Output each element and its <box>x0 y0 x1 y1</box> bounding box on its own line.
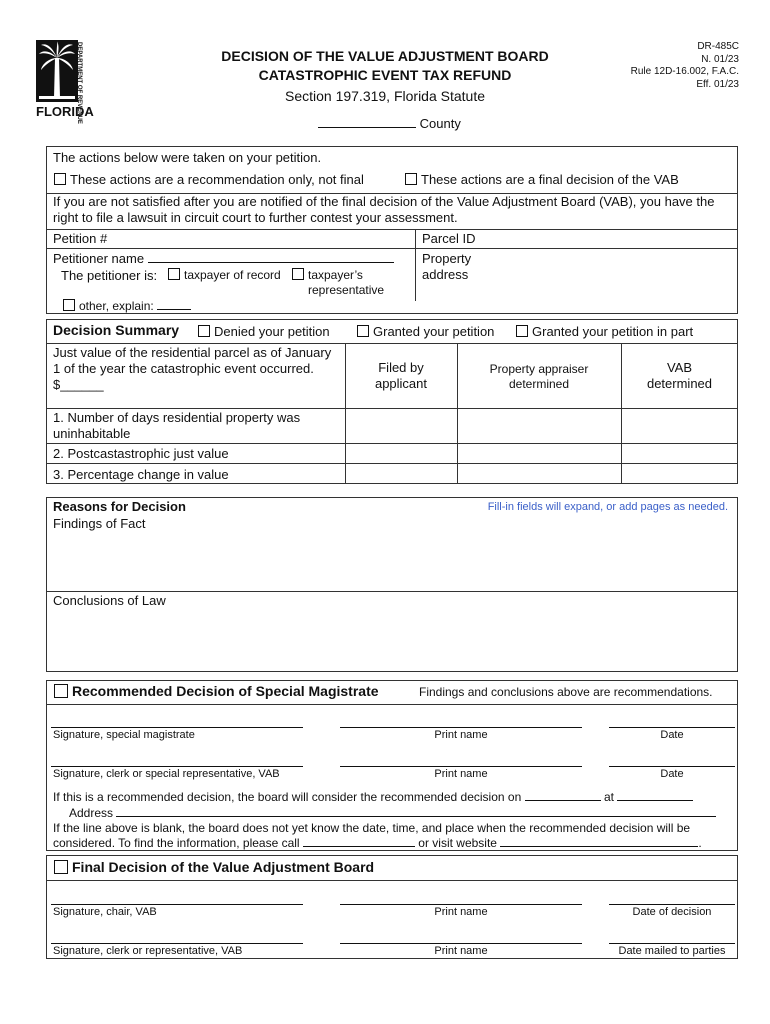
final-clerk-date-line[interactable] <box>609 943 735 944</box>
col-filed-line-2: applicant <box>374 376 428 391</box>
form-revision: N. 01/23 <box>701 53 739 65</box>
hearing-address-label: Address <box>69 806 114 820</box>
chair-print-label: Print name <box>434 906 488 918</box>
florida-dor-logo <box>36 40 94 124</box>
county-label: County <box>419 116 461 131</box>
title-line-3: Section 197.319, Florida Statute <box>284 88 486 104</box>
granted-label: Granted your petition <box>373 324 495 339</box>
lawsuit-notice: If you are not satisfied after you are notified of the final decision of the Value Adjustment Board (VAB), you have the right to file a lawsuit in circuit court to further contest your assessment. <box>53 194 715 225</box>
col-pa-line-2: determined <box>508 377 570 391</box>
logo-department: DEPARTMENT OF REVENUE <box>76 42 82 124</box>
contact-call-text: considered. To find the information, please call <box>53 836 300 850</box>
col-filed-line-1: Filed by <box>378 360 424 375</box>
magistrate-option[interactable] <box>54 683 379 699</box>
magistrate-date-label: Date <box>660 729 684 741</box>
granted-checkbox[interactable] <box>357 325 369 337</box>
final-decision-option[interactable] <box>405 172 679 187</box>
col-pa-line-1: Property appraiser <box>489 362 589 376</box>
property-address-label <box>422 251 471 283</box>
form-effective: Eff. 01/23 <box>696 78 739 90</box>
clerk-date-line[interactable] <box>609 766 735 767</box>
other-checkbox[interactable] <box>63 299 75 311</box>
parcel-id-label: Parcel ID <box>422 231 476 246</box>
row-postcatastrophic-value: 2. Postcastastrophic just value <box>53 446 229 461</box>
palm-tree-icon <box>36 40 78 102</box>
county-field[interactable] <box>318 116 461 131</box>
denied-label: Denied your petition <box>214 324 330 339</box>
petition-intro: The actions below were taken on your petition. <box>53 150 322 165</box>
form-rule: Rule 12D-16.002, F.A.C. <box>630 66 739 77</box>
blank-line-notice: If the line above is blank, the board does not yet know the date, time, and place when the recommended decision will be <box>53 821 691 835</box>
magistrate-signature-label: Signature, special magistrate <box>53 729 195 741</box>
final-vab-heading: Final Decision of the Value Adjustment Board <box>72 859 375 875</box>
granted-option[interactable] <box>357 324 494 339</box>
col-vab-line-1: VAB <box>666 360 693 375</box>
magistrate-note: Findings and conclusions above are recommendations. <box>419 685 713 699</box>
magistrate-print-label: Print name <box>434 729 488 741</box>
contact-period: . <box>698 836 702 850</box>
granted-part-label: Granted your petition in part <box>532 324 694 339</box>
final-decision-label: These actions are a final decision of the VAB <box>421 172 679 187</box>
hearing-date-line <box>53 789 693 804</box>
col-filed-by-applicant <box>345 360 457 392</box>
other-option[interactable] <box>63 298 191 313</box>
denied-checkbox[interactable] <box>198 325 210 337</box>
clerk-date-label: Date <box>660 768 684 780</box>
recommendation-label: These actions are a recommendation only, not final <box>70 172 364 187</box>
representative-option[interactable] <box>292 268 363 282</box>
findings-of-fact-label: Findings of Fact <box>53 516 146 531</box>
hearing-info-text: If this is a recommended decision, the board will consider the recommended decision on <box>53 790 522 804</box>
petitioner-type <box>61 267 157 285</box>
chair-date-label: Date of decision <box>632 906 712 918</box>
form-identifier <box>631 41 739 91</box>
petitioner-name-label: Petitioner name <box>53 251 145 266</box>
hearing-address-line <box>69 805 716 820</box>
contact-phone-field[interactable] <box>303 835 415 847</box>
just-value-text: Just value of the residential parcel as of January 1 of the year the catastrophic event occurred. $______ <box>53 345 332 392</box>
findings-of-fact-field[interactable] <box>48 534 736 589</box>
chair-print-line[interactable] <box>340 904 582 905</box>
col-vab-line-2: determined <box>646 376 713 391</box>
final-clerk-signature-line[interactable] <box>51 943 303 944</box>
final-clerk-signature-label: Signature, clerk or representative, VAB <box>53 945 243 957</box>
clerk-signature-label: Signature, clerk or special representative, VAB <box>53 768 280 780</box>
title-line-2: CATASTROPHIC EVENT TAX REFUND <box>258 67 512 83</box>
magistrate-signature-line[interactable] <box>51 727 303 728</box>
form-title <box>190 47 580 107</box>
clerk-print-label: Print name <box>434 768 488 780</box>
granted-part-checkbox[interactable] <box>516 325 528 337</box>
recommendation-checkbox[interactable] <box>54 173 66 185</box>
hearing-at-text: at <box>603 790 614 804</box>
contact-line <box>53 835 702 850</box>
granted-part-option[interactable] <box>516 324 693 339</box>
final-clerk-date-label: Date mailed to parties <box>618 945 726 957</box>
chair-signature-line[interactable] <box>51 904 303 905</box>
final-decision-checkbox[interactable] <box>405 173 417 185</box>
chair-signature-label: Signature, chair, VAB <box>53 906 157 918</box>
clerk-print-line[interactable] <box>340 766 582 767</box>
contact-website-text: or visit website <box>418 836 497 850</box>
final-vab-checkbox[interactable] <box>54 860 68 874</box>
taxpayer-option[interactable] <box>168 268 281 282</box>
chair-date-line[interactable] <box>609 904 735 905</box>
petition-number-label: Petition # <box>53 231 108 246</box>
recommendation-option[interactable] <box>54 172 364 187</box>
hearing-time-field[interactable] <box>617 789 693 801</box>
final-clerk-print-line[interactable] <box>340 943 582 944</box>
logo-state: FLORIDA <box>36 104 94 119</box>
denied-option[interactable] <box>198 324 330 339</box>
hearing-date-field[interactable] <box>525 789 601 801</box>
taxpayer-label: taxpayer of record <box>184 268 281 282</box>
form-id: DR-485C <box>697 41 739 52</box>
petitioner-name-field[interactable] <box>53 251 394 266</box>
title-line-1: DECISION OF THE VALUE ADJUSTMENT BOARD <box>221 48 549 64</box>
row-days-uninhabitable: 1. Number of days residential property was uninhabitable <box>53 410 301 441</box>
final-vab-option[interactable] <box>54 859 374 875</box>
magistrate-heading: Recommended Decision of Special Magistrate <box>72 683 379 699</box>
col-vab-determined <box>621 360 738 392</box>
taxpayer-checkbox[interactable] <box>168 268 180 280</box>
final-clerk-print-label: Print name <box>434 945 488 957</box>
reasons-heading: Reasons for Decision <box>53 499 186 514</box>
magistrate-checkbox[interactable] <box>54 684 68 698</box>
reasons-hint: Fill-in fields will expand, or add pages as needed. <box>487 501 728 513</box>
row-percentage-change: 3. Percentage change in value <box>53 467 229 482</box>
decision-summary-heading: Decision Summary <box>53 322 180 338</box>
col-property-appraiser <box>457 362 621 392</box>
magistrate-date-line[interactable] <box>609 727 735 728</box>
contact-website-field[interactable] <box>500 835 698 847</box>
other-label: other, explain: <box>79 299 154 313</box>
property-label-2: address <box>422 267 469 282</box>
magistrate-print-line[interactable] <box>340 727 582 728</box>
hearing-address-field[interactable] <box>116 805 716 817</box>
representative-checkbox[interactable] <box>292 268 304 280</box>
conclusions-of-law-label: Conclusions of Law <box>53 593 166 608</box>
conclusions-of-law-field[interactable] <box>48 611 736 670</box>
representative-label-2: representative <box>308 283 385 297</box>
representative-label-1: taxpayer’s <box>308 268 363 282</box>
petitioner-is-label: The petitioner is: <box>61 268 158 283</box>
clerk-signature-line[interactable] <box>51 766 303 767</box>
property-label-1: Property <box>422 251 472 266</box>
